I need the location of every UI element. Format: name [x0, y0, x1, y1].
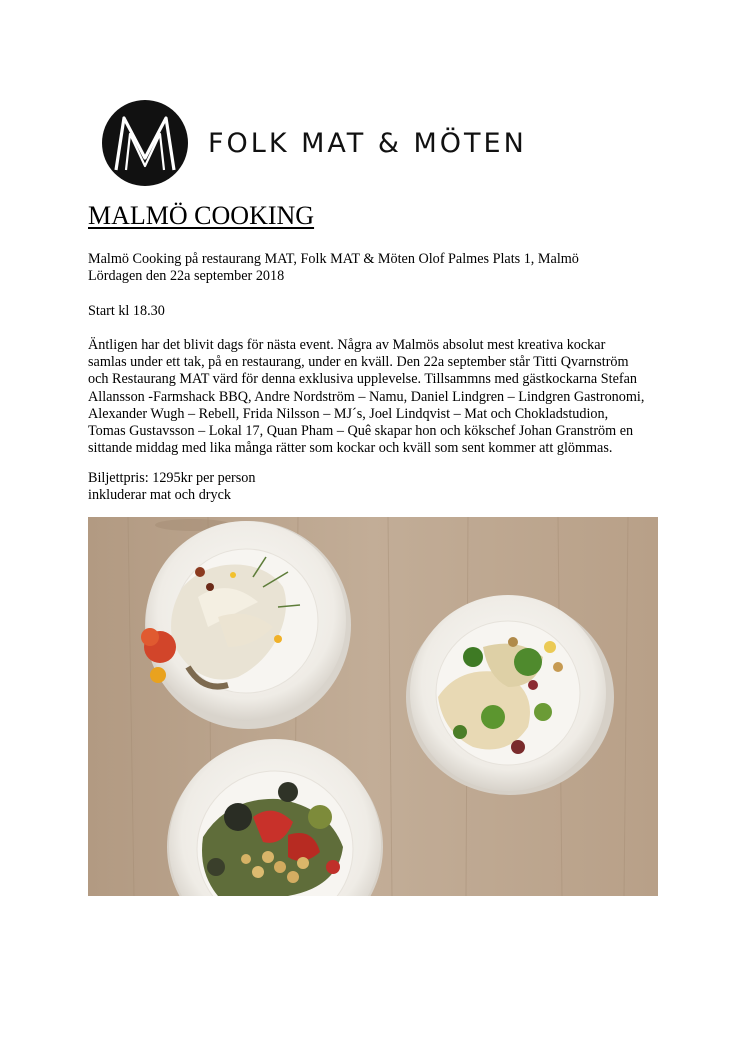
description-line: Tomas Gustavsson – Lokal 17, Quan Pham – Quê skapar hon och kökschef Johan Granström en [88, 423, 634, 440]
date-line: Lördagen den 22a september 2018 [88, 268, 285, 285]
ticket-includes: inkluderar mat och dryck [88, 487, 232, 504]
logo-text: FOLK MAT & MÖTEN [208, 127, 527, 159]
description-line: samlas under ett tak, på en restaurang, under en kväll. Den 22a september står Titti Qvarnström [88, 354, 629, 371]
description-line: Allansson -Farmshack BBQ, Andre Nordström – Namu, Daniel Lindgren – Lindgren Gastronomi, [88, 388, 645, 405]
logo-mark-icon [102, 100, 188, 186]
event-description [88, 337, 668, 457]
description-line: och Restaurang MAT värd för denna exklusiva upplevelse. Tillsammns med gästkockarna Stefan [88, 371, 637, 388]
ticket-info [88, 470, 255, 504]
description-line: Alexander Wugh – Rebell, Frida Nilsson – MJ´s, Joel Lindqvist – Mat och Chokladstudion, [88, 405, 609, 422]
food-photo [88, 517, 658, 896]
food-photo-illustration [88, 517, 658, 896]
ticket-price: Biljettpris: 1295kr per person [88, 470, 256, 486]
brand-logo [102, 100, 527, 186]
venue-line: Malmö Cooking på restaurang MAT, Folk MAT & Möten Olof Palmes Plats 1, Malmö [88, 251, 579, 267]
venue-info [88, 251, 579, 285]
page-title: MALMÖ COOKING [88, 201, 315, 230]
description-line: sittande middag med lika många rätter som kockar och kväll som sent kommer att glömmas. [88, 440, 613, 457]
description-line: Äntligen har det blivit dags för nästa event. Några av Malmös absolut mest kreativa kockar [88, 337, 606, 353]
start-time: Start kl 18.30 [88, 303, 165, 319]
